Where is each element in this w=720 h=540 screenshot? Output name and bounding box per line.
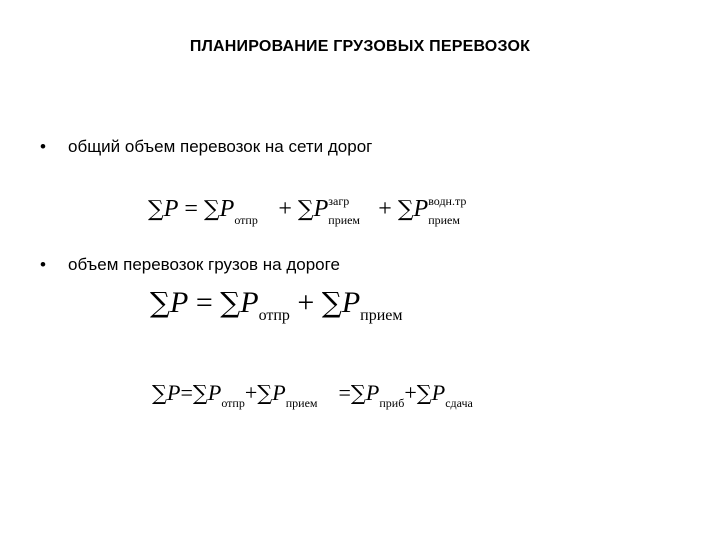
equals-sign: =: [338, 380, 351, 405]
variable-p: P: [167, 380, 181, 405]
sum-symbol: ∑: [350, 381, 366, 405]
variable-p: P: [313, 196, 329, 222]
variable-p: P: [219, 196, 235, 222]
variable-p: P: [413, 196, 429, 222]
variable-p: P: [240, 286, 259, 319]
formula-road-volume: [150, 286, 403, 324]
sum-symbol: ∑: [152, 381, 167, 405]
subscript-priem: прием: [328, 213, 361, 227]
plus-sign: +: [278, 196, 292, 222]
sum-symbol: ∑: [321, 286, 342, 319]
bullet-text: общий объем перевозок на сети дорог: [68, 137, 373, 156]
plus-sign: +: [378, 196, 392, 222]
sum-symbol: ∑: [150, 286, 170, 319]
superscript-zagr: загр: [328, 194, 350, 208]
plus-sign: +: [244, 380, 258, 405]
bullet-item-road-volume: [40, 255, 340, 275]
equals-sign: =: [184, 196, 198, 222]
variable-p: P: [170, 286, 189, 319]
formula-road-volume-expanded: [152, 380, 473, 410]
bullet-item-network-volume: [40, 137, 372, 157]
equals-sign: =: [180, 380, 193, 405]
subscript-otpr: отпр: [221, 396, 245, 410]
variable-p: P: [365, 380, 380, 405]
formula-network-volume: [148, 194, 467, 227]
sum-symbol: ∑: [257, 381, 273, 405]
variable-p: P: [207, 380, 222, 405]
subscript-priem: прием: [285, 396, 318, 410]
variable-p: P: [163, 196, 179, 222]
subscript-priem: прием: [360, 307, 403, 324]
sum-symbol: ∑: [148, 197, 164, 222]
subscript-prib: приб: [379, 396, 405, 410]
bullet-marker: •: [40, 137, 46, 156]
bullet-text: объем перевозок грузов на дороге: [68, 255, 340, 274]
variable-p: P: [272, 380, 286, 405]
bullet-marker: •: [40, 255, 46, 274]
sum-symbol: ∑: [192, 381, 208, 405]
equals-sign: =: [195, 286, 213, 319]
superscript-vodn-tr: водн.тр: [428, 194, 467, 208]
subscript-sdacha: сдача: [445, 396, 473, 410]
sum-symbol: ∑: [416, 381, 432, 405]
subscript-priem: прием: [428, 213, 460, 227]
variable-p: P: [341, 286, 361, 319]
variable-p: P: [431, 380, 446, 405]
subscript-otpr: отпр: [234, 213, 258, 227]
sum-symbol: ∑: [297, 197, 314, 222]
sum-symbol: ∑: [397, 197, 414, 222]
sum-symbol: ∑: [203, 197, 220, 222]
plus-sign: +: [297, 286, 315, 319]
plus-sign: +: [404, 380, 417, 405]
subscript-otpr: отпр: [258, 307, 290, 324]
page-title: ПЛАНИРОВАНИЕ ГРУЗОВЫХ ПЕРЕВОЗОК: [189, 38, 531, 55]
sum-symbol: ∑: [220, 286, 241, 319]
